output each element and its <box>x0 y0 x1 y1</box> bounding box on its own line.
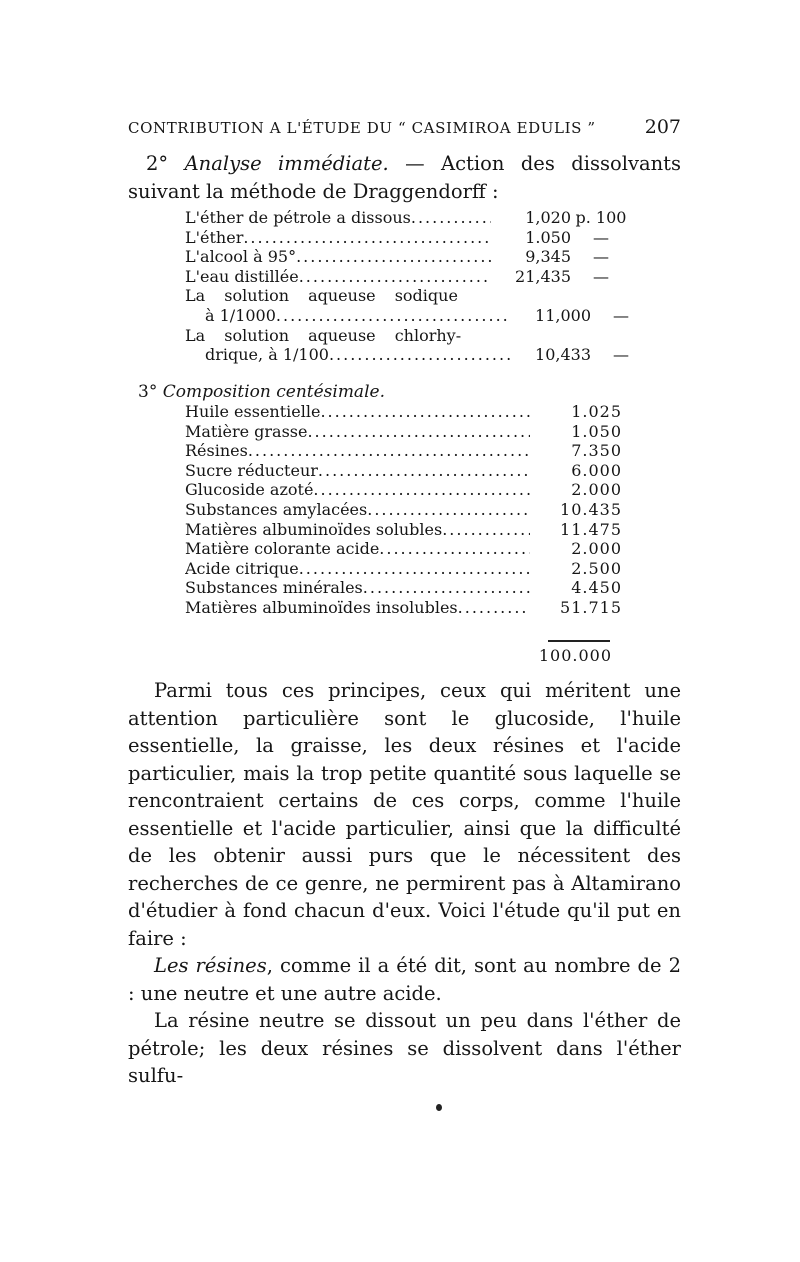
row-value: 1.025 <box>571 402 622 421</box>
row-value: 11,000 <box>535 305 591 325</box>
table-row <box>185 500 622 520</box>
row-label: Glucoside azoté <box>185 480 314 500</box>
row-label: Matière grasse <box>185 421 308 441</box>
row-label: Matières albuminoïdes insolubles <box>185 597 458 617</box>
sum-rule <box>548 640 610 642</box>
row-value: 21,435 <box>515 266 571 286</box>
running-header <box>128 116 681 140</box>
body-text <box>128 677 681 1090</box>
paragraph-text: , comme il a été dit, sont au nombre de 2 : une neutre et une autre acide. <box>128 954 681 1005</box>
table-row <box>185 598 622 618</box>
row-unit: — <box>593 247 609 267</box>
row-value: 9,345 <box>525 247 571 267</box>
leader-dots <box>411 208 491 228</box>
row-label-cont: drique, à 1/100 <box>205 345 329 365</box>
row-label: Huile essentielle <box>185 402 321 421</box>
table-row <box>185 228 651 248</box>
row-unit: — <box>613 345 629 365</box>
leader-dots <box>296 247 491 267</box>
row-value: 4.450 <box>571 578 622 598</box>
leader-dots <box>313 480 530 500</box>
row-label: L'alcool à 95° <box>185 247 297 267</box>
table-row <box>185 247 651 267</box>
paragraph: Parmi tous ces principes, ceux qui méritent une attention particulière sont le glucoside, l'huile essentielle, la graisse, les deux résines et l'acide particulier, mais la trop petite quantité sous laquelle se rencontraient certains de ces corps, comme l'huile essentielle et l'acide particulier, ainsi que la difficulté de les obtenir aussi purs que le nécessitent des recherches de ce genre, ne permirent pas à Altamirano d'étudier à fond chacun d'eux. Voici l'étude qu'il put en faire : <box>128 679 681 950</box>
section-title: Composition centésimale. <box>162 382 385 402</box>
ink-spot <box>436 1104 442 1111</box>
row-unit: p. 100 <box>575 208 627 227</box>
table-row <box>185 461 622 481</box>
row-label-cont: à 1/1000 <box>205 305 276 325</box>
row-value: 51.715 <box>560 597 622 617</box>
row-unit: — <box>593 266 609 286</box>
composition-table <box>185 402 622 618</box>
row-label: La solution aqueuse sodique <box>185 286 458 306</box>
leader-dots <box>458 598 530 618</box>
leader-dots <box>367 500 530 520</box>
table-row <box>185 402 622 422</box>
row-label: L'éther de pétrole a dissous <box>185 208 411 227</box>
row-value: 2.000 <box>571 480 622 500</box>
leader-dots <box>307 422 530 442</box>
table-row <box>185 267 651 287</box>
row-value: 2.000 <box>571 539 622 559</box>
leader-dots <box>329 345 511 365</box>
table-row <box>185 520 622 540</box>
row-value: 6.000 <box>571 460 622 480</box>
row-label: Matières albuminoïdes solubles <box>185 519 443 539</box>
table-row <box>185 345 651 365</box>
row-label: Matière colorante acide <box>185 539 380 559</box>
running-title: CONTRIBUTION A L'ÉTUDE DU “ CASIMIROA EDULIS ” <box>128 119 596 137</box>
leader-dots <box>243 228 491 248</box>
table-row <box>185 539 622 559</box>
row-label: Substances minérales <box>185 578 363 598</box>
leader-dots <box>442 520 530 540</box>
row-unit: — <box>613 305 629 325</box>
row-value: 2.500 <box>571 558 622 578</box>
leader-dots <box>299 267 491 287</box>
row-value: 10.435 <box>560 499 622 519</box>
row-label: Sucre réducteur <box>185 460 318 480</box>
leader-dots <box>318 461 530 481</box>
row-value: 1.050 <box>525 227 571 247</box>
leader-dots <box>276 306 511 326</box>
table-row <box>185 559 622 579</box>
row-label: Résines <box>185 441 248 461</box>
row-value: 1,020 <box>525 208 571 227</box>
table-row <box>185 326 651 346</box>
italic-term: Les résines <box>154 954 267 977</box>
row-value: 10,433 <box>535 345 591 365</box>
paragraph <box>128 952 681 1007</box>
table-row <box>185 306 651 326</box>
section-title: Analyse immédiate. <box>184 152 389 175</box>
table-row <box>185 480 622 500</box>
row-value: 7.350 <box>571 441 622 461</box>
table-row <box>185 286 651 306</box>
leader-dots <box>363 578 530 598</box>
row-value: 11.475 <box>560 519 622 539</box>
solvent-table <box>185 208 651 365</box>
section-number: 3° <box>138 382 158 402</box>
table-row <box>185 422 622 442</box>
leader-dots <box>320 402 530 422</box>
row-label: L'eau distillée <box>185 266 299 286</box>
leader-dots <box>379 539 530 559</box>
section-text: — Action des dissolvants suivant la méthode de Draggendorff : <box>128 152 681 203</box>
total-value: 100.000 <box>538 646 612 665</box>
row-label: Substances amylacées <box>185 499 368 519</box>
table-row <box>185 208 651 228</box>
section-number: 2° <box>146 152 169 175</box>
leader-dots <box>248 441 530 461</box>
row-unit: — <box>593 227 609 247</box>
section-3-heading <box>138 382 385 402</box>
table-row <box>185 578 622 598</box>
paragraph: La résine neutre se dissout un peu dans l'éther de pétrole; les deux résines se dissolvent dans l'éther sulfu- <box>128 1009 681 1087</box>
row-label: L'éther <box>185 227 244 247</box>
row-label: La solution aqueuse chlorhy- <box>185 325 462 345</box>
row-label: Acide citrique <box>185 558 299 578</box>
row-value: 1.050 <box>571 421 622 441</box>
section-2-intro <box>128 150 681 205</box>
page-number: 207 <box>644 116 681 138</box>
leader-dots <box>299 559 530 579</box>
table-row <box>185 441 622 461</box>
